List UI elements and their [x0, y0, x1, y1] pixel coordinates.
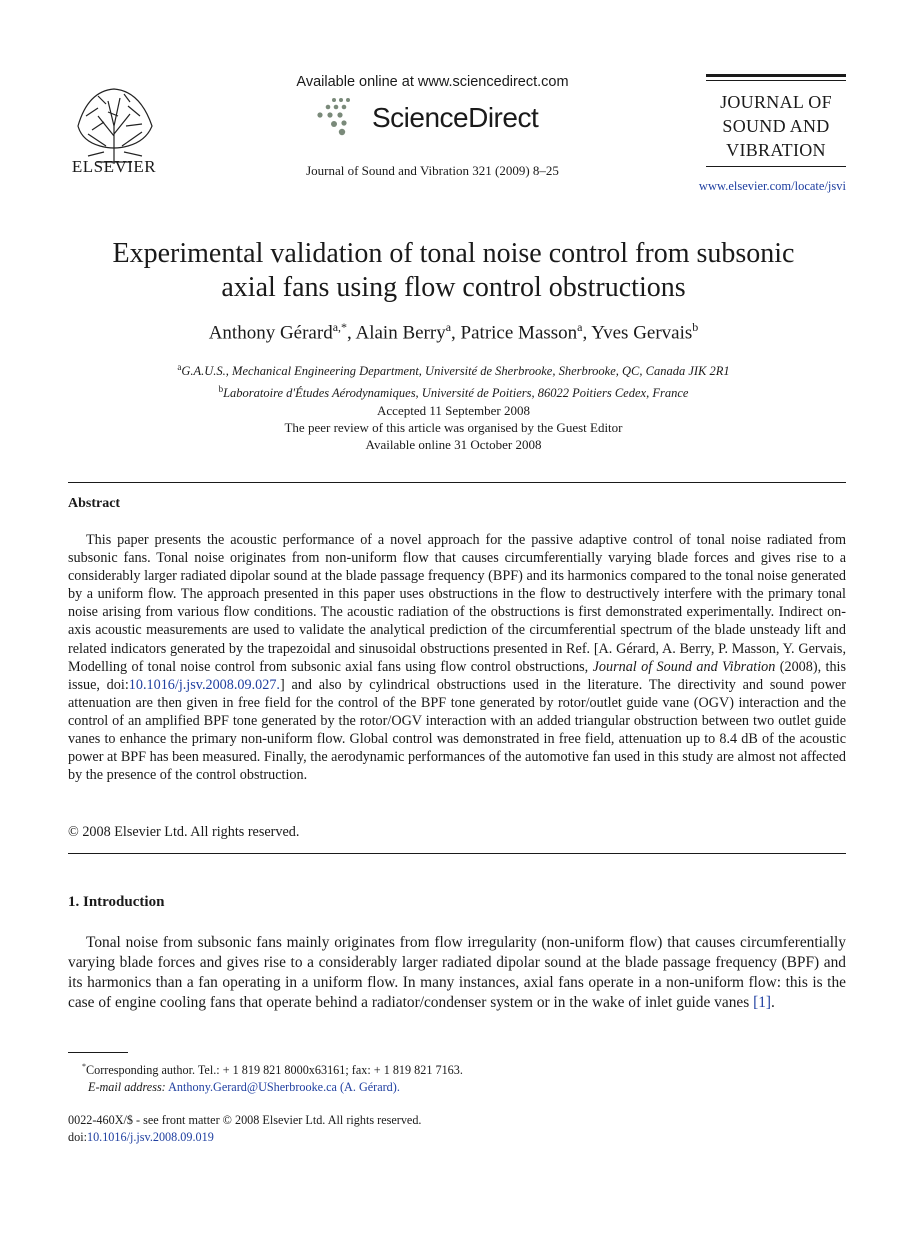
available-date: Available online 31 October 2008	[365, 437, 542, 452]
abstract-part-3: ] and also by cylindrical obstructions used in the literature. The directivity and sound power attenuation are then given in free field for the control of the BPF tone generated by rotor/outlet guide vane (OGV) interaction and the control of an amplified BPF tone generated by the rotor/OGV interaction with an added triangular obstruction between two outlet guide vanes to enhance the primary non-uniform flow. Global control was demonstrated in free field, attenuation up to 8.4 dB of the acoustic power at BPF has been measured. Finally, the aerodynamic performances of the automotive fan used in this study are almost not affected by the presence of the control obstruction.	[68, 676, 846, 784]
email-link[interactable]: Anthony.Gerard@USherbrooke.ca (A. Gérard).	[168, 1080, 400, 1095]
introduction-paragraph	[68, 933, 846, 1013]
article-dates	[60, 402, 847, 453]
abstract-part-1: This paper presents the acoustic performance of a novel approach for the passive adaptive control of tonal noise radiated from subsonic fans. Tonal noise originates from non-uniform flow that causes circumferentially varying blade forces and gives rise to a considerably larger radiated dipolar sound at the blade passage frequency (BPF) and its harmonics compared to the tonal noise generated by a uniform flow. The approach presented in this paper uses obstructions in the flow to destructively interfere with the primary tonal noise arising from various flow conditions. The acoustic radiation of the obstructions is first demonstrated experimentally. Indirect on-axis acoustic measurements are used to validate the analytical prediction of the circumferential spectrum of the blade unsteady lift and related indicators generated by the trapezoidal and sinusoidal obstructions presented in Ref. [A. Gérard, A. Berry, P. Masson, Y. Gervais, Modelling of tonal noise control from subsonic axial fans using flow control obstructions,	[68, 532, 846, 675]
introduction-text: Tonal noise from subsonic fans mainly originates from flow irregularity (non-uniform flow) that causes circumferentially varying blade forces and gives rise to a considerably larger radiated dipolar sound at the blade passage frequency (BPF) and its harmonics than a fan operating in a uniform flow. In many instances, axial fans operate in a non-uniform flow: this is the case of engine cooling fans that operate behind a radiator/condenser system or in the wake of inlet guide vanes	[68, 934, 846, 1011]
author-affiliation-mark[interactable]: b	[692, 320, 699, 334]
affiliation-mark: a	[177, 362, 182, 372]
footnotes	[68, 1058, 846, 1096]
journal-title	[700, 90, 852, 162]
issn-line: 0022-460X/$ - see front matter © 2008 Elsevier Ltd. All rights reserved.	[68, 1113, 422, 1127]
abstract-journal-name: Journal of Sound and Vibration	[592, 658, 776, 675]
abstract-top-rule	[68, 482, 846, 483]
journal-box-top-rule	[706, 74, 846, 77]
author-affiliation-mark[interactable]: a	[577, 320, 583, 334]
email-note	[82, 1079, 846, 1096]
journal-citation: Journal of Sound and Vibration 321 (2009) 8–25	[306, 163, 559, 178]
issn-block	[68, 1112, 846, 1146]
email-label: E-mail address:	[88, 1080, 166, 1095]
abstract-doi-link[interactable]: 10.1016/j.jsv.2008.09.027.	[128, 676, 280, 693]
author-separator: ,	[451, 322, 461, 344]
author-separator: ,	[582, 322, 592, 344]
footnote-rule	[68, 1052, 128, 1053]
doi-line	[68, 1129, 846, 1146]
sciencedirect-dots-icon	[314, 97, 354, 137]
author-name: Patrice Masson	[460, 322, 578, 344]
peer-review-note: The peer review of this article was organised by the Guest Editor	[284, 420, 623, 435]
journal-title-line-2: SOUND AND	[722, 116, 830, 136]
journal-title-line-1: JOURNAL OF	[720, 92, 832, 112]
available-online-text: Available online at www.sciencedirect.com	[296, 74, 569, 90]
reference-link[interactable]: [1]	[753, 994, 772, 1011]
affiliation-text: Laboratoire d'Études Aérodynamiques, Université de Poitiers, 86022 Poitiers Cedex, France	[223, 386, 689, 401]
author-name: Alain Berry	[355, 322, 446, 344]
affiliation-mark: b	[218, 384, 224, 395]
sciencedirect-logo-text: ScienceDirect	[372, 102, 539, 133]
introduction-end: .	[771, 994, 775, 1011]
affiliation-line	[60, 358, 847, 380]
author-affiliation-mark[interactable]: a,*	[332, 320, 348, 334]
author-name: Anthony Gérard	[208, 322, 333, 344]
article-title-line-1: Experimental validation of tonal noise control from subsonic	[112, 238, 795, 269]
section-heading-introduction: 1. Introduction	[68, 894, 165, 910]
doi-label: doi:	[68, 1130, 87, 1144]
affiliation-text: G.A.U.S., Mechanical Engineering Department, Université de Sherbrooke, Sherbrooke, QC, Canada JIK 2R1	[181, 364, 730, 379]
abstract-bottom-rule	[68, 853, 846, 854]
author-list	[60, 320, 847, 344]
journal-title-line-3: VIBRATION	[726, 140, 826, 160]
author-affiliation-mark[interactable]: a	[445, 320, 452, 334]
affiliations	[60, 358, 847, 402]
article-title	[60, 237, 847, 305]
abstract-heading: Abstract	[68, 496, 121, 511]
journal-url-link[interactable]: www.elsevier.com/locate/jsvi	[698, 179, 846, 193]
journal-box-bottom-rule	[706, 166, 846, 167]
accepted-date: Accepted 11 September 2008	[377, 403, 530, 418]
article-doi-link[interactable]: 10.1016/j.jsv.2008.09.019	[86, 1130, 214, 1144]
corresponding-text: Corresponding author. Tel.: + 1 819 821 8000x63161; fax: + 1 819 821 7163.	[86, 1063, 463, 1078]
corresponding-author-note	[82, 1058, 846, 1079]
abstract-copyright: © 2008 Elsevier Ltd. All rights reserved.	[68, 824, 300, 840]
abstract-text	[68, 531, 846, 784]
article-title-line-2: axial fans using flow control obstructions	[221, 272, 686, 303]
abstract-part-2: (2008), this issue, doi:	[68, 658, 846, 693]
author-name: Yves Gervais	[591, 322, 693, 344]
affiliation-line	[60, 380, 847, 402]
publisher-name: ELSEVIER	[71, 157, 157, 176]
author-separator: ,	[347, 322, 356, 344]
corresponding-mark: *	[82, 1062, 86, 1071]
journal-box-top-rule-thin	[706, 80, 846, 81]
